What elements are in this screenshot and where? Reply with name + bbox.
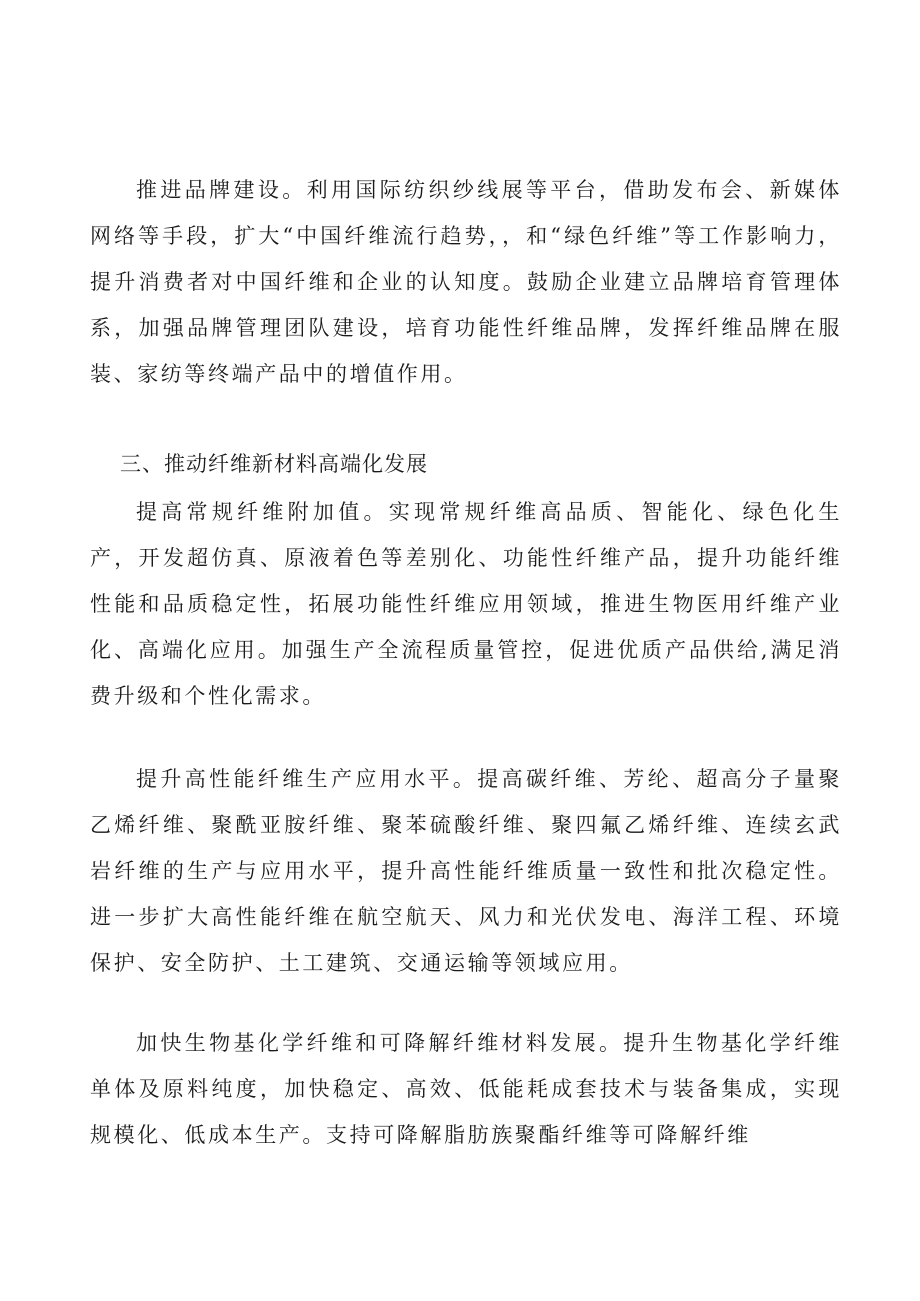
paragraph-conventional-fiber: 提高常规纤维附加值。实现常规纤维高品质、智能化、绿色化生产，开发超仿真、原液着色等差别化、功能性纤维产品，提升功能纤维性能和品质稳定性，拓展功能性纤维应用领域，推进生物医用纤维产业化、高端化应用。加强生产全流程质量管控，促进优质产品供给,满足消费升级和个性化需求。 [90,500,842,708]
paragraph-brand-building: 推进品牌建设。利用国际纺织纱线展等平台，借助发布会、新媒体网络等手段，扩大“中国纤维流行趋势，，和“绿色纤维”等工作影响力，提升消费者对中国纤维和企业的认知度。鼓励企业建立品牌培育管理体系，加强品牌管理团队建设，培育功能性纤维品牌，发挥纤维品牌在服装、家纺等终端产品中的增值作用。 [90,178,842,386]
paragraph-high-performance-fiber: 提升高性能纤维生产应用水平。提高碳纤维、芳纶、超高分子量聚乙烯纤维、聚酰亚胺纤维、聚苯硫酸纤维、聚四氟乙烯纤维、连续玄武岩纤维的生产与应用水平，提升高性能纤维质量一致性和批次稳定性。进一步扩大高性能纤维在航空航天、风力和光伏发电、海洋工程、环境保护、安全防护、土工建筑、交通运输等领域应用。 [90,767,842,975]
section-heading: 三、推动纤维新材料高端化发展 [120,452,428,476]
paragraph-bio-based-fiber: 加快生物基化学纤维和可降解纤维材料发展。提升生物基化学纤维单体及原料纯度，加快稳定、高效、低能耗成套技术与装备集成，实现规模化、低成本生产。支持可降解脂肪族聚酯纤维等可降解纤维 [90,1031,842,1147]
